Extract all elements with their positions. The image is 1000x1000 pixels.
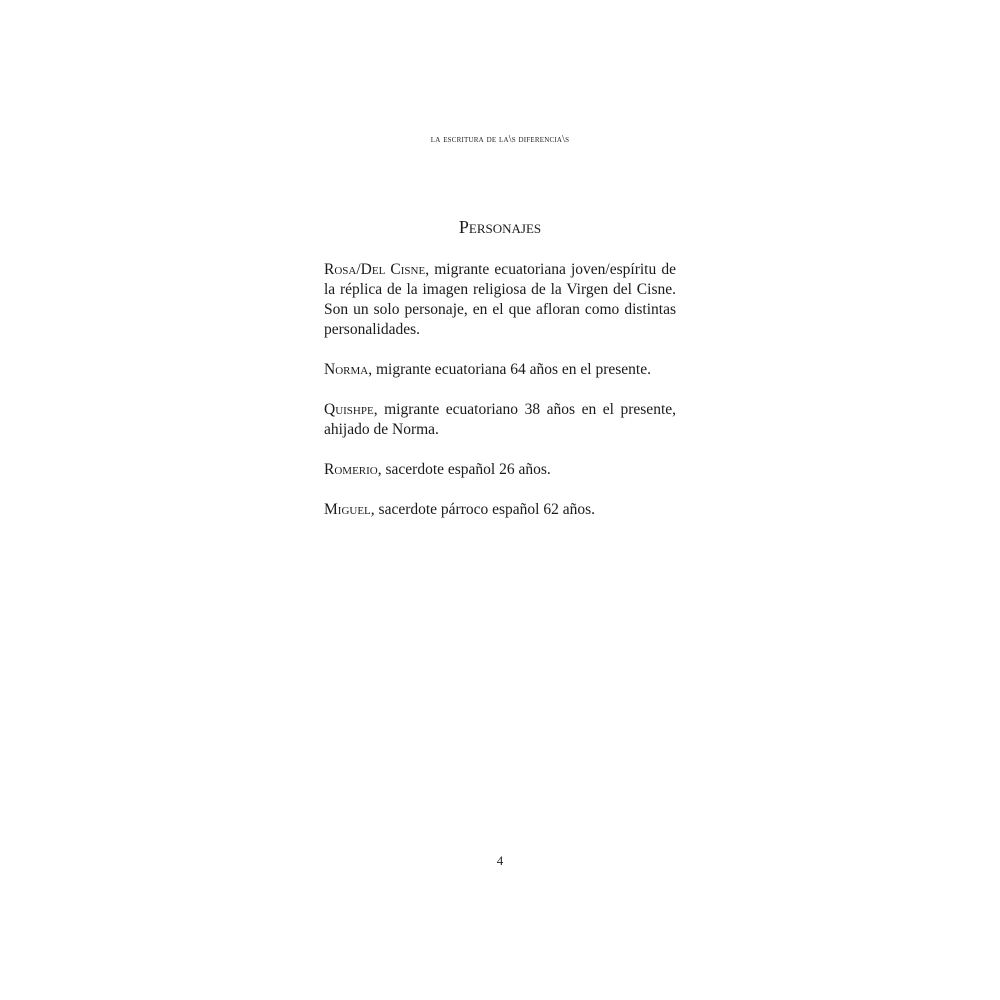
character-name: Miguel xyxy=(324,501,371,518)
character-name: Romerio xyxy=(324,461,378,478)
character-description: , sacerdote español 26 años. xyxy=(377,461,551,478)
character-description: , migrante ecuatoriano 38 años en el presente, ahijado de Norma. xyxy=(324,401,676,438)
character-list xyxy=(324,260,676,540)
running-header: la escritura de la\s diferencia\s xyxy=(430,134,570,145)
character-entry-rosa xyxy=(324,260,676,340)
character-description: , sacerdote párroco español 62 años. xyxy=(370,501,596,518)
page-title: Personajes xyxy=(458,217,542,237)
character-entry-norma xyxy=(324,360,676,380)
character-entry-miguel xyxy=(324,500,676,520)
character-description: , migrante ecuatoriana joven/espíritu de la réplica de la imagen religiosa de la Virgen del Cisne. Son un solo personaje, en el que afloran como distintas personalidades. xyxy=(324,261,676,338)
character-name: Norma xyxy=(324,361,369,378)
character-entry-romerio xyxy=(324,460,676,480)
character-entry-quishpe xyxy=(324,400,676,440)
character-description: , migrante ecuatoriana 64 años en el presente. xyxy=(368,361,651,378)
character-name: Rosa/Del Cisne xyxy=(324,261,426,278)
page-number: 4 xyxy=(496,853,504,868)
character-name: Quishpe xyxy=(324,401,374,418)
